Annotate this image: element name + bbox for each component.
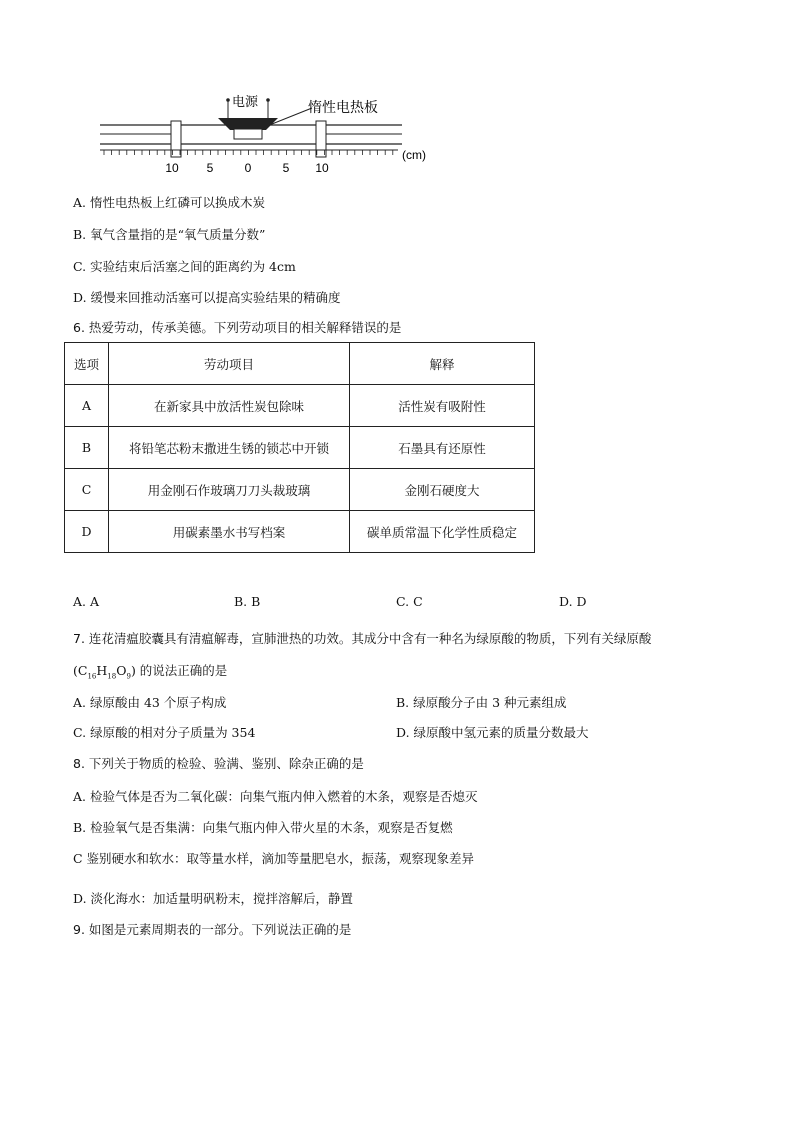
q6-option-c: C. C <box>396 594 423 609</box>
q7-stem-line2: $(C_{16}H_{18}O_9)$ 的说法正确的是 <box>73 663 228 681</box>
table-cell: 活性炭有吸附性 <box>350 385 535 427</box>
q5-option-b: B. 氧气含量指的是“氧气质量分数” <box>73 227 266 242</box>
q9-stem: 9. 如图是元素周期表的一部分。下列说法正确的是 <box>73 922 352 937</box>
tick-label: 5 <box>282 161 290 175</box>
table-header: 解释 <box>350 343 535 385</box>
plate-label: 惰性电热板 <box>308 99 378 115</box>
table-cell: D <box>65 511 109 553</box>
q8-option-b: B. 检验氧气是否集满：向集气瓶内伸入带火星的木条，观察是否复燃 <box>73 820 453 835</box>
q6-option-d: D. D <box>559 594 587 609</box>
q7-option-c: C. 绿原酸的相对分子质量为 354 <box>73 725 256 740</box>
table-row <box>65 511 535 553</box>
q8-option-c: C 鉴别硬水和软水：取等量水样，滴加等量肥皂水，振荡，观察现象差异 <box>73 851 475 866</box>
q7-option-d: D. 绿原酸中氢元素的质量分数最大 <box>396 725 589 740</box>
tick-label: 5 <box>206 161 214 175</box>
table-cell: B <box>65 427 109 469</box>
scale-ticks <box>100 150 398 155</box>
table-cell: 用金刚石作玻璃刀刀头裁玻璃 <box>109 469 350 511</box>
table-header: 劳动项目 <box>109 343 350 385</box>
q5-option-c: C. 实验结束后活塞之间的距离约为 4cm <box>73 259 296 274</box>
q6-option-a: A. A <box>73 594 100 609</box>
q5-option-d: D. 缓慢来回推动活塞可以提高实验结果的精确度 <box>73 290 341 305</box>
q6-stem: 6. 热爱劳动，传承美德。下列劳动项目的相关解释错误的是 <box>73 320 402 335</box>
table-row <box>65 427 535 469</box>
table-row <box>65 469 535 511</box>
table-cell: 将铅笔芯粉末撒进生锈的锁芯中开锁 <box>109 427 350 469</box>
table-cell: 金刚石硬度大 <box>350 469 535 511</box>
table-cell: 用碳素墨水书写档案 <box>109 511 350 553</box>
q7-option-a: A. 绿原酸由 43 个原子构成 <box>73 695 227 710</box>
table-header: 选项 <box>65 343 109 385</box>
q8-option-d: D. 淡化海水：加适量明矾粉末，搅拌溶解后，静置 <box>73 891 354 906</box>
heating-plate <box>218 118 278 130</box>
labor-table <box>64 342 535 553</box>
q7-stem-line1: 7. 连花清瘟胶囊具有清瘟解毒，宣肺泄热的功效。其成分中含有一种名为绿原酸的物质，下列有关绿原酸 <box>73 631 652 646</box>
apparatus-figure <box>0 0 794 180</box>
power-label: 电源 <box>232 94 259 109</box>
q8-option-a: A. 检验气体是否为二氧化碳：向集气瓶内伸入燃着的木条，观察是否熄灭 <box>73 789 478 804</box>
table-header-row <box>65 343 535 385</box>
table-cell: 在新家具中放活性炭包除味 <box>109 385 350 427</box>
q8-stem: 8. 下列关于物质的检验、验满、鉴别、除杂正确的是 <box>73 756 364 771</box>
tick-label: 10 <box>165 161 179 175</box>
q7-option-b: B. 绿原酸分子由 3 种元素组成 <box>396 695 567 710</box>
tick-label: 10 <box>315 161 329 175</box>
formula: $C_{16}H_{18}O_9$ <box>77 663 131 681</box>
table-row <box>65 385 535 427</box>
table-cell: C <box>65 469 109 511</box>
q5-option-a: A. 惰性电热板上红磷可以换成木炭 <box>73 195 265 210</box>
table-cell: 石墨具有还原性 <box>350 427 535 469</box>
unit-label: (cm) <box>402 148 426 162</box>
table-cell: 碳单质常温下化学性质稳定 <box>350 511 535 553</box>
q6-option-b: B. B <box>234 594 261 609</box>
table-cell: A <box>65 385 109 427</box>
tick-label: 0 <box>244 161 252 175</box>
